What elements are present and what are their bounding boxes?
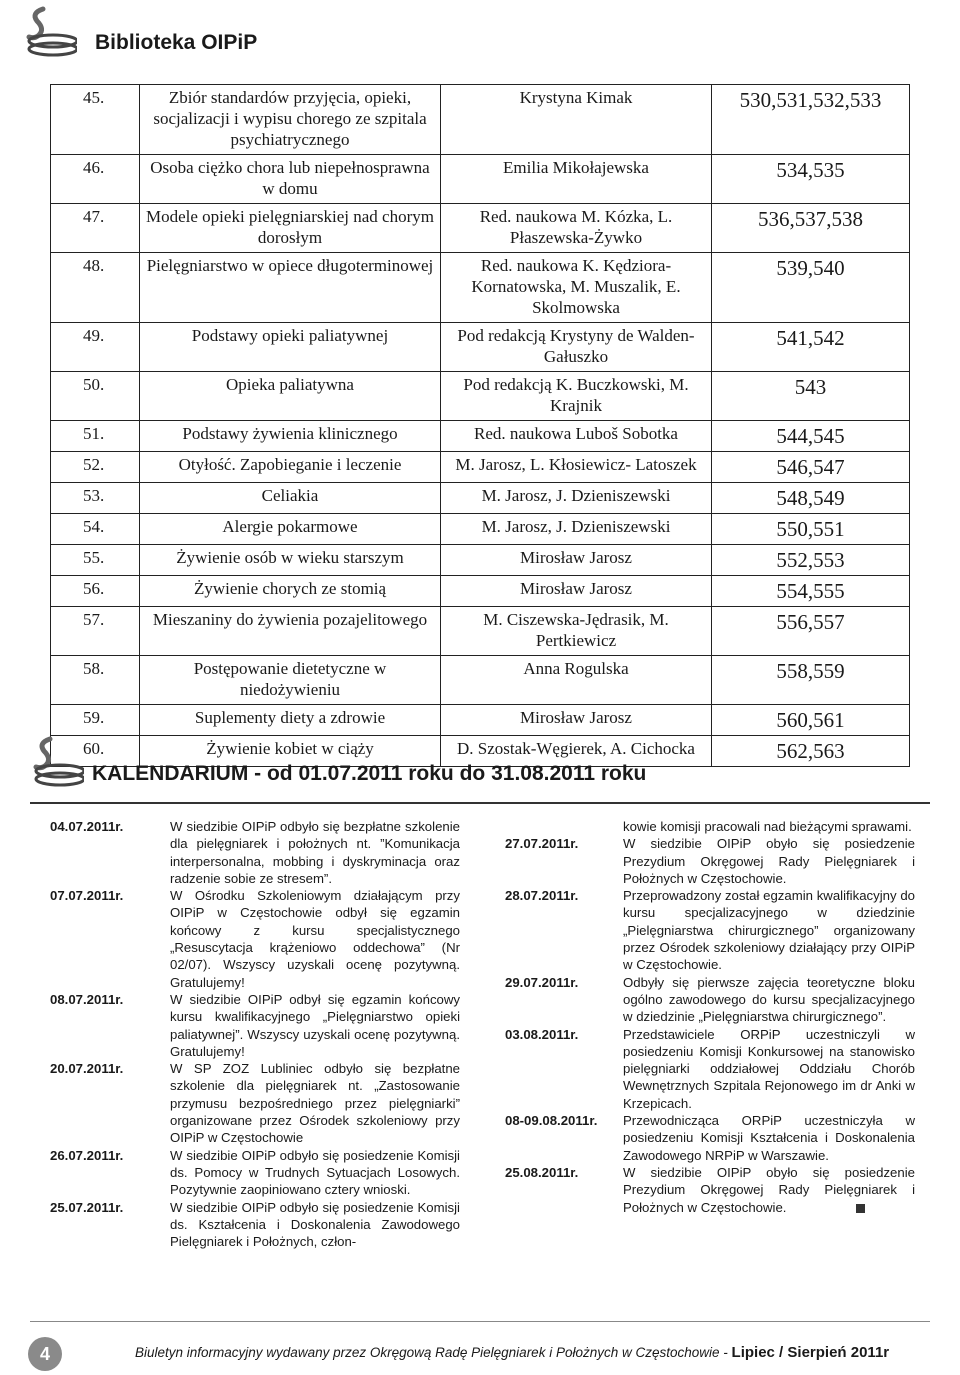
book-title: Podstawy żywienia klinicznego <box>140 421 441 452</box>
calendar-entry <box>50 991 460 1060</box>
book-pages: 558,559 <box>712 656 910 705</box>
book-number: 58. <box>51 656 140 705</box>
entry-text: Przedstawiciele ORPiP uczestniczyli w posiedzeniu Komisji Konkursowej na stanowisko pielęgniarki oddziałowej Oddziału Chorób Wewnętrznych Szpitala Rejonowego im dr Anki w Krzepicach. <box>623 1026 915 1111</box>
table-row <box>51 514 910 545</box>
book-number: 46. <box>51 155 140 204</box>
book-author: Emilia Mikołajewska <box>441 155 712 204</box>
table-row <box>51 483 910 514</box>
calendar-entry <box>50 1199 460 1251</box>
entry-text: W siedzibie OIPiP odbyło się posiedzenie Komisji ds. Kształcenia i Doskonalenia Zawodowego Pielęgniarek i Położnych, człon- <box>170 1199 460 1250</box>
footer-issue: Lipiec / Sierpień 2011r <box>731 1344 890 1361</box>
book-author: Red. naukowa Luboš Sobotka <box>441 421 712 452</box>
entry-date: 27.07.2011r. <box>505 836 579 852</box>
calendar-entry <box>505 1112 915 1164</box>
book-title: Postępowanie dietetyczne w niedożywieniu <box>140 656 441 705</box>
calendar-right-column <box>505 818 915 1216</box>
book-pages: 550,551 <box>712 514 910 545</box>
table-row <box>51 705 910 736</box>
book-pages: 546,547 <box>712 452 910 483</box>
end-mark-icon <box>856 1204 865 1213</box>
entry-text: W Ośrodku Szkoleniowym działającym przy OIPiP w Częstochowie odbył się egzamin końcowy z kursu specjalistycznego „Resuscytacja krążeniowo oddechowa” (Nr 02/07). Wszyscy uzyskali ocenę pozytywną. Gratulujemy! <box>170 888 460 990</box>
brand-title: Biblioteka OIPiP <box>95 31 258 54</box>
book-author: Pod redakcją Krystyny de Walden-Gałuszko <box>441 323 712 372</box>
table-row <box>51 323 910 372</box>
book-pages: 536,537,538 <box>712 204 910 253</box>
divider <box>30 802 930 804</box>
book-title: Mieszaniny do żywienia pozajelitowego <box>140 607 441 656</box>
calendar-left-column <box>50 818 460 1250</box>
calendar-entry <box>505 835 915 887</box>
entry-date: 08-09.08.2011r. <box>505 1113 598 1129</box>
book-author: Red. naukowa M. Kózka, L. Płaszewska-Żywko <box>441 204 712 253</box>
calendar-entry <box>505 974 915 1026</box>
book-title: Żywienie kobiet w ciąży <box>140 736 441 767</box>
calendar-entry <box>505 1164 915 1216</box>
entry-date: 29.07.2011r. <box>505 974 579 990</box>
book-pages: 560,561 <box>712 705 910 736</box>
entry-text: W SP ZOZ Lubliniec odbyło się bezpłatne szkolenie dla pielęgniarek nt. „Zastosowanie przymusu bezpośredniego przez pielęgniarki” organizowane przez Ośrodek szkoleniowy przy OIPiP w Częstochowie <box>170 1061 460 1146</box>
entry-date: 28.07.2011r. <box>505 888 579 904</box>
book-author: Mirosław Jarosz <box>441 545 712 576</box>
calendar-continuation-text: kowie komisji pracowali nad bieżącymi sprawami. <box>623 819 912 834</box>
book-number: 51. <box>51 421 140 452</box>
table-row <box>51 372 910 421</box>
book-author: M. Jarosz, L. Kłosiewicz- Latoszek <box>441 452 712 483</box>
book-title: Pielęgniarstwo w opiece długoterminowej <box>140 253 441 323</box>
book-title: Osoba ciężko chora lub niepełnosprawna w domu <box>140 155 441 204</box>
oipip-logo-icon <box>32 735 84 787</box>
entry-date: 03.08.2011r. <box>505 1026 579 1042</box>
table-row <box>51 576 910 607</box>
book-title: Podstawy opieki paliatywnej <box>140 323 441 372</box>
footer-publication: Biuletyn informacyjny wydawany przez Okręgową Radę Pielęgniarek i Położnych w Częstochowie - <box>135 1345 728 1360</box>
book-number: 52. <box>51 452 140 483</box>
book-title: Żywienie osób w wieku starszym <box>140 545 441 576</box>
book-title: Alergie pokarmowe <box>140 514 441 545</box>
footer-text <box>135 1344 889 1361</box>
entry-text: W siedzibie OIPiP odbył się egzamin końcowy kursu kwalifikacyjnego „Pielęgniarstwo opieki paliatywnej”. Wszyscy uzyskali ocenę pozytywną. Gratulujemy! <box>170 991 460 1059</box>
book-number: 57. <box>51 607 140 656</box>
book-title: Otyłość. Zapobieganie i leczenie <box>140 452 441 483</box>
book-number: 47. <box>51 204 140 253</box>
entry-date: 25.08.2011r. <box>505 1164 579 1180</box>
book-author: Pod redakcją K. Buczkowski, M. Krajnik <box>441 372 712 421</box>
book-pages: 543 <box>712 372 910 421</box>
entry-text: W siedzibie OIPiP obyło się posiedzenie Prezydium Okręgowej Rady Pielęgniarek i Położnych w Częstochowie. <box>623 836 915 886</box>
entry-text: W siedzibie OIPiP obyło się posiedzenie Prezydium Okręgowej Rady Pielęgniarek i Położnych w Częstochowie. <box>623 1164 915 1215</box>
book-pages: 552,553 <box>712 545 910 576</box>
book-author: Krystyna Kimak <box>441 85 712 155</box>
book-title: Suplementy diety a zdrowie <box>140 705 441 736</box>
entry-date: 08.07.2011r. <box>50 991 124 1007</box>
entry-text: W siedzibie OIPiP odbyło się bezpłatne szkolenie dla pielęgniarek i położnych nt. ”Komunikacja interpersonalna, mobbing i dyskryminacja oraz radzenie sobie ze stresem”. <box>170 819 460 886</box>
table-row <box>51 607 910 656</box>
entry-text: Odbyły się pierwsze zajęcia teoretyczne bloku ogólno zawodowego do kursu specjalizacyjnego w dziedzinie „Pielęgniarstwa chirurgicznego”. <box>623 974 915 1025</box>
book-title: Zbiór standardów przyjęcia, opieki, socjalizacji i wypisu chorego ze szpitala psychiatrycznego <box>140 85 441 155</box>
book-number: 59. <box>51 705 140 736</box>
book-number: 53. <box>51 483 140 514</box>
table-row <box>51 253 910 323</box>
book-number: 45. <box>51 85 140 155</box>
book-number: 50. <box>51 372 140 421</box>
table-row <box>51 421 910 452</box>
footer-divider <box>30 1321 930 1322</box>
entry-date: 26.07.2011r. <box>50 1147 124 1163</box>
table-row <box>51 452 910 483</box>
book-title: Celiakia <box>140 483 441 514</box>
book-pages: 556,557 <box>712 607 910 656</box>
entry-text: Przewodnicząca ORPiP uczestniczyła w posiedzeniu Komisji Kształcenia i Doskonalenia Zawodowego NRPiP w Warszawie. <box>623 1113 915 1163</box>
calendar-entry <box>505 887 915 973</box>
book-number: 55. <box>51 545 140 576</box>
calendar-title: KALENDARIUM - od 01.07.2011 roku do 31.08.2011 roku <box>92 762 647 785</box>
entry-text: W siedzibie OIPiP odbyło się posiedzenie Komisji ds. Pomocy w Trudnych Sytuacjach Losowych. Pozytywnie zaopiniowano cztery wnioski. <box>170 1147 460 1198</box>
table-row <box>51 155 910 204</box>
entry-date: 07.07.2011r. <box>50 888 124 904</box>
book-number: 49. <box>51 323 140 372</box>
page-number: 4 <box>28 1337 62 1371</box>
book-pages: 541,542 <box>712 323 910 372</box>
calendar-entry <box>50 1060 460 1146</box>
book-author: Red. naukowa K. Kędziora-Kornatowska, M. Muszalik, E. Skolmowska <box>441 253 712 323</box>
table-row <box>51 545 910 576</box>
book-author: M. Jarosz, J. Dzieniszewski <box>441 483 712 514</box>
book-author: Mirosław Jarosz <box>441 705 712 736</box>
book-pages: 562,563 <box>712 736 910 767</box>
book-title: Modele opieki pielęgniarskiej nad chorym dorosłym <box>140 204 441 253</box>
calendar-entry <box>505 1026 915 1112</box>
entry-date: 25.07.2011r. <box>50 1199 124 1215</box>
table-row <box>51 656 910 705</box>
book-pages: 544,545 <box>712 421 910 452</box>
entry-date: 20.07.2011r. <box>50 1061 124 1077</box>
books-table <box>50 84 910 767</box>
book-number: 60. <box>51 736 140 767</box>
book-number: 54. <box>51 514 140 545</box>
calendar-entry <box>50 887 460 991</box>
page-header <box>25 5 945 65</box>
book-author: M. Ciszewska-Jędrasik, M. Pertkiewicz <box>441 607 712 656</box>
book-pages: 530,531,532,533 <box>712 85 910 155</box>
book-pages: 554,555 <box>712 576 910 607</box>
table-row <box>51 85 910 155</box>
table-row <box>51 204 910 253</box>
book-author: Mirosław Jarosz <box>441 576 712 607</box>
book-author: D. Szostak-Węgierek, A. Cichocka <box>441 736 712 767</box>
oipip-logo-icon <box>25 5 77 57</box>
entry-date: 04.07.2011r. <box>50 819 124 834</box>
book-title: Opieka paliatywna <box>140 372 441 421</box>
book-number: 56. <box>51 576 140 607</box>
book-pages: 539,540 <box>712 253 910 323</box>
book-number: 48. <box>51 253 140 323</box>
calendar-entry <box>50 818 460 887</box>
book-pages: 534,535 <box>712 155 910 204</box>
book-author: M. Jarosz, J. Dzieniszewski <box>441 514 712 545</box>
book-pages: 548,549 <box>712 483 910 514</box>
book-author: Anna Rogulska <box>441 656 712 705</box>
entry-text: Przeprowadzony został egzamin kwalifikacyjny do kursu specjalizacyjnego w dziedzinie „Pielęgniarstwa chirurgicznego” organizowany przez Ośrodek szkoleniowy działający przy OIPiP w Częstochowie. <box>623 888 915 973</box>
calendar-entry <box>50 1147 460 1199</box>
book-title: Żywienie chorych ze stomią <box>140 576 441 607</box>
